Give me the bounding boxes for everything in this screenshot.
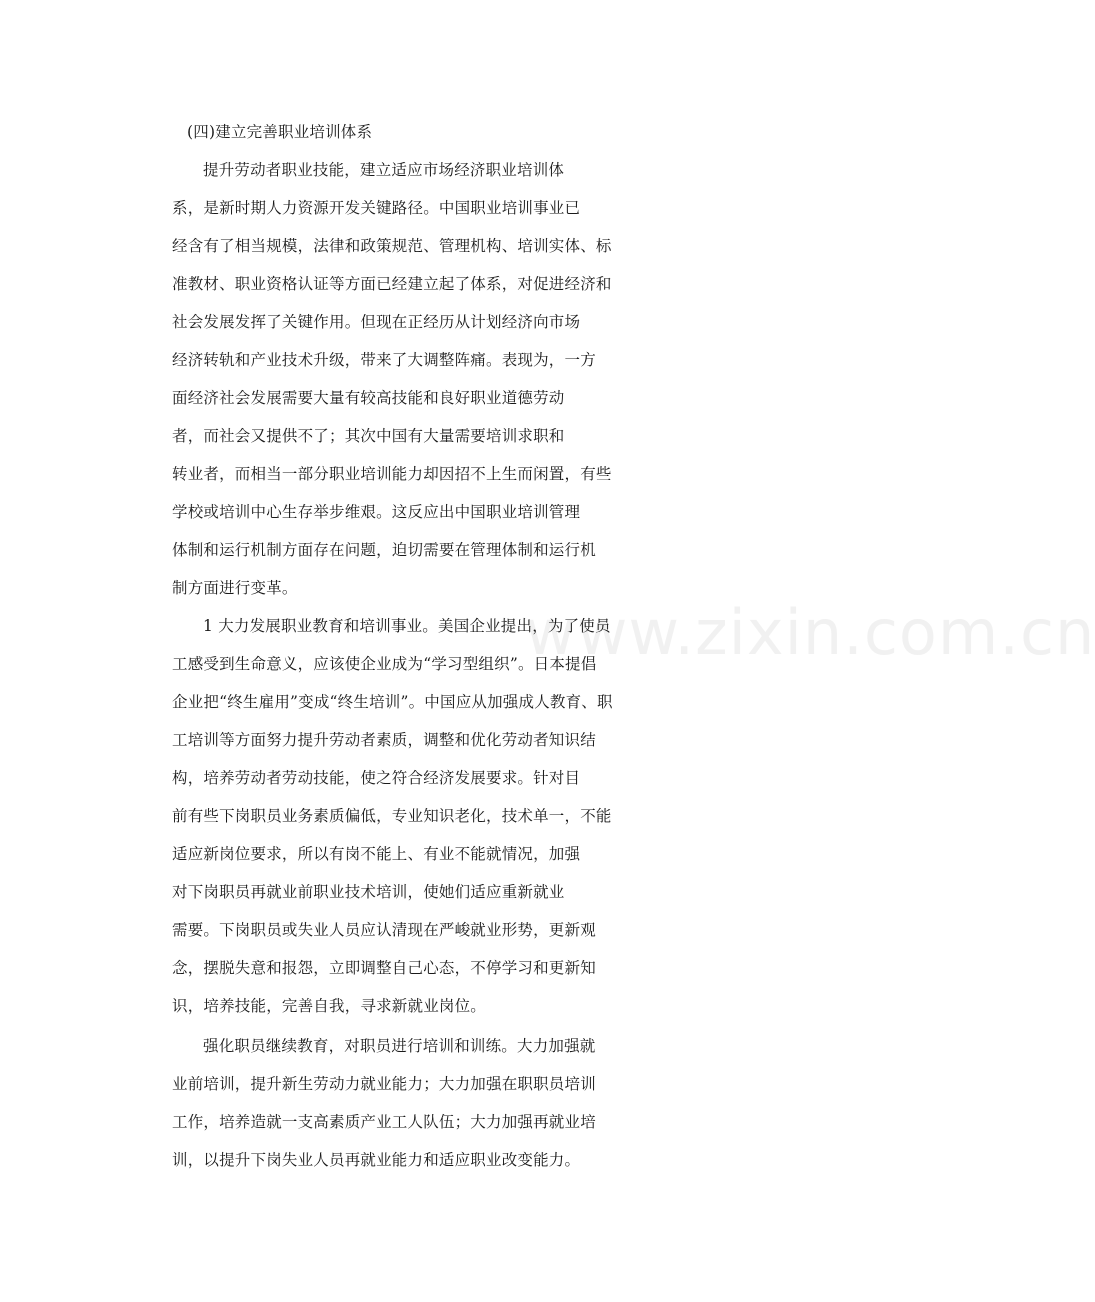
paragraph-line: 前有些下岗职员业务素质偏低，专业知识老化，技术单一，不能 [172,807,612,825]
paragraph-line: 1 大力发展职业教育和培训事业。美国企业提出，为了使员 [203,617,611,635]
paragraph-line: 准教材、职业资格认证等方面已经建立起了体系，对促进经济和 [172,275,612,293]
paragraph-line: 适应新岗位要求，所以有岗不能上、有业不能就情况，加强 [172,845,581,863]
watermark: www.zixin.com.cn [525,596,1095,669]
paragraph-line: 训，以提升下岗失业人员再就业能力和适应职业改变能力。 [172,1151,581,1169]
paragraph-line: 念，摆脱失意和报怨，立即调整自己心态，不停学习和更新知 [172,959,596,977]
section-title: (四)建立完善职业培训体系 [187,123,373,141]
paragraph-line: 企业把“终生雇用”变成“终生培训”。中国应从加强成人教育、职 [172,693,613,711]
paragraph-line: 业前培训，提升新生劳动力就业能力；大力加强在职职员培训 [172,1075,596,1093]
paragraph-line: 工作，培养造就一支高素质产业工人队伍；大力加强再就业培 [172,1113,596,1131]
paragraph-line: 工感受到生命意义，应该使企业成为“学习型组织”。日本提倡 [172,655,597,673]
paragraph-line: 提升劳动者职业技能，建立适应市场经济职业培训体 [203,161,565,179]
paragraph-line: 转业者，而相当一部分职业培训能力却因招不上生而闲置，有些 [172,465,612,483]
paragraph-line: 需要。下岗职员或失业人员应认清现在严峻就业形势，更新观 [172,921,596,939]
paragraph-line: 工培训等方面努力提升劳动者素质，调整和优化劳动者知识结 [172,731,596,749]
paragraph-line: 系，是新时期人力资源开发关键路径。中国职业培训事业已 [172,199,581,217]
paragraph-line: 经含有了相当规模，法律和政策规范、管理机构、培训实体、标 [172,237,612,255]
paragraph-line: 制方面进行变革。 [172,579,298,597]
paragraph-line: 经济转轨和产业技术升级，带来了大调整阵痛。表现为，一方 [172,351,596,369]
paragraph-line: 面经济社会发展需要大量有较高技能和良好职业道德劳动 [172,389,565,407]
paragraph-line: 者，而社会又提供不了；其次中国有大量需要培训求职和 [172,427,565,445]
paragraph-line: 体制和运行机制方面存在问题，迫切需要在管理体制和运行机 [172,541,596,559]
paragraph-line: 识，培养技能，完善自我，寻求新就业岗位。 [172,997,487,1015]
paragraph-line: 对下岗职员再就业前职业技术培训，使她们适应重新就业 [172,883,565,901]
paragraph-line: 学校或培训中心生存举步维艰。这反应出中国职业培训管理 [172,503,581,521]
paragraph-line: 强化职员继续教育，对职员进行培训和训练。大力加强就 [203,1037,596,1055]
paragraph-line: 构，培养劳动者劳动技能，使之符合经济发展要求。针对目 [172,769,581,787]
paragraph-line: 社会发展发挥了关键作用。但现在正经历从计划经济向市场 [172,313,581,331]
